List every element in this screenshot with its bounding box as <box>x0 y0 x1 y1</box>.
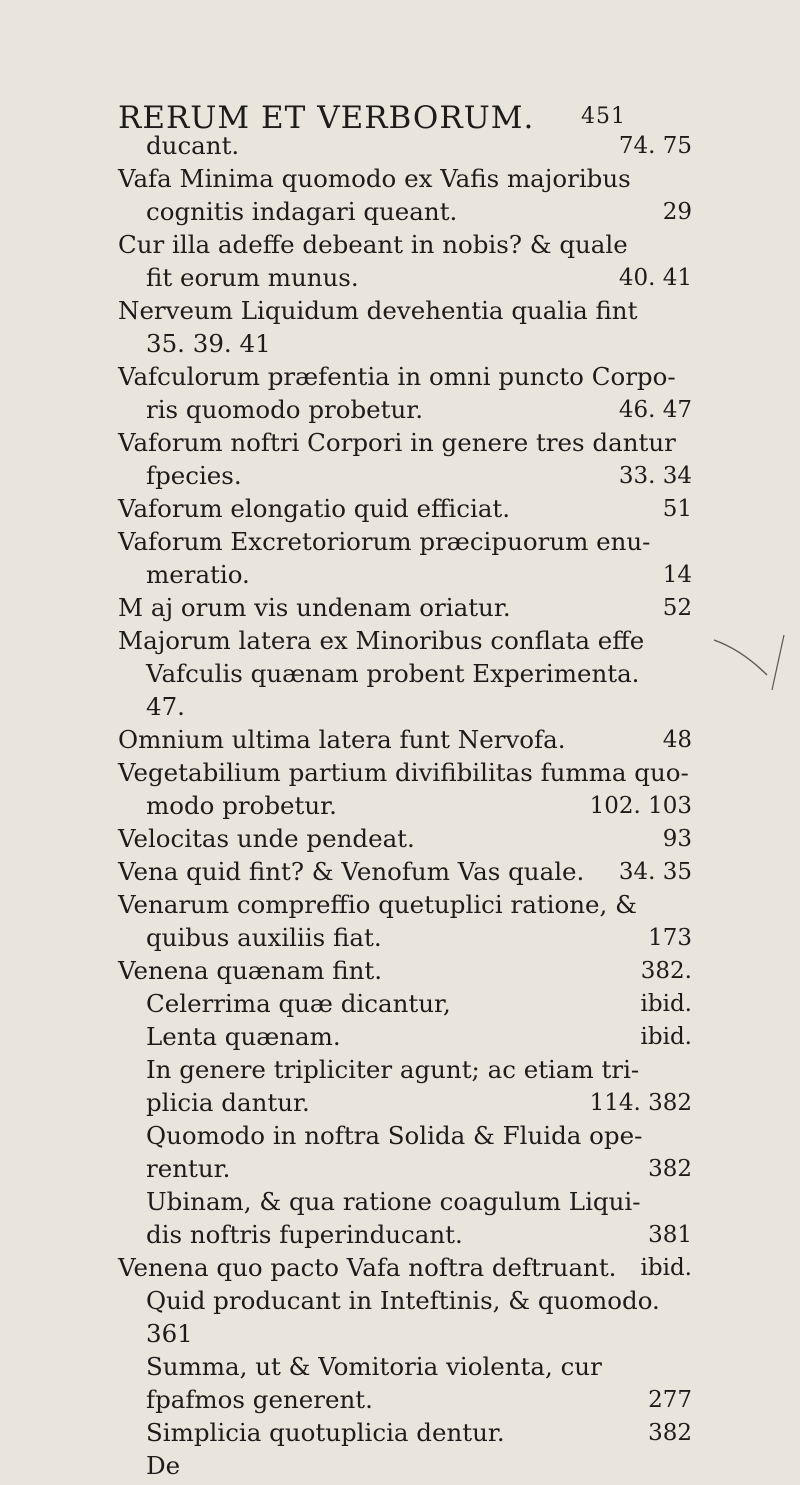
index-line <box>0 986 800 1022</box>
index-entry-page-ref: ibid. <box>640 1255 692 1281</box>
index-line <box>0 1019 800 1055</box>
index-entry-text: Velocitas unde pendeat. <box>118 824 415 853</box>
index-line <box>0 524 800 560</box>
index-line <box>0 887 800 923</box>
index-line <box>0 1085 800 1121</box>
index-entry-page-ref: 382 <box>648 1420 692 1446</box>
index-entry-page-ref: ibid. <box>640 1024 692 1050</box>
header-title: RERUM ET VERBORUM. <box>118 100 535 136</box>
index-entry-text: meratio. <box>146 560 250 589</box>
index-entry-page-ref: 93 <box>662 826 692 852</box>
index-line <box>0 1316 800 1352</box>
index-line <box>0 1151 800 1187</box>
index-entry-page-ref: 382 <box>648 1156 692 1182</box>
index-entry-page-ref: 51 <box>662 496 692 522</box>
index-entry-text: quibus auxiliis fiat. <box>146 923 382 952</box>
index-entry-text: In genere tripliciter agunt; ac etiam tri- <box>146 1055 640 1084</box>
index-entry-page-ref: 102. 103 <box>589 793 692 819</box>
index-entry-text: Celerrima quæ dicantur, <box>146 989 451 1018</box>
index-entry-page-ref: 52 <box>662 595 692 621</box>
index-line <box>0 590 800 626</box>
index-entry-text: Omnium ultima latera funt Nervofa. <box>118 725 566 754</box>
index-entry-text: Venarum compreffio quetuplici ratione, & <box>118 890 637 919</box>
page-number: 451 <box>581 104 626 129</box>
index-entry-text: plicia dantur. <box>146 1088 310 1117</box>
index-entry-text: Quid producant in Inteftinis, & quomodo. <box>146 1286 660 1315</box>
index-entry-page-ref: ibid. <box>640 991 692 1017</box>
index-entry-page-ref: 46. 47 <box>618 397 692 423</box>
index-line <box>0 1415 800 1451</box>
index-line <box>0 1448 800 1484</box>
index-entry-text: fit eorum munus. <box>146 263 359 292</box>
index-entry-page-ref: 34. 35 <box>618 859 692 885</box>
index-entry-page-ref: 14 <box>662 562 692 588</box>
index-line <box>0 1217 800 1253</box>
index-entry-text: 361 <box>146 1319 193 1348</box>
index-entry-text: Vaforum Excretoriorum præcipuorum enu- <box>118 527 651 556</box>
index-entry-text: Vafculis quænam probent Experimenta. <box>146 659 640 688</box>
index-line <box>0 623 800 659</box>
index-entry-page-ref: 33. 34 <box>618 463 692 489</box>
index-entry-text: Venena quo pacto Vafa noftra deftruant. <box>118 1253 617 1282</box>
index-entry-text: dis noftris fuperinducant. <box>146 1220 463 1249</box>
index-entry-page-ref: 74. 75 <box>618 133 692 159</box>
index-entry-page-ref: 40. 41 <box>618 265 692 291</box>
index-entry-text: Cur illa adeffe debeant in nobis? & quale <box>118 230 628 259</box>
index-line <box>0 1250 800 1286</box>
index-entry-text: fpafmos generent. <box>146 1385 373 1414</box>
index-line <box>0 722 800 758</box>
index-line <box>0 920 800 956</box>
index-entry-page-ref: 29 <box>662 199 692 225</box>
index-line <box>0 128 800 164</box>
index-entry-text: M aj orum vis undenam oriatur. <box>118 593 511 622</box>
index-line <box>0 854 800 890</box>
index-entry-page-ref: 381 <box>648 1222 692 1248</box>
index-entry-text: Quomodo in noftra Solida & Fluida ope- <box>146 1121 643 1150</box>
index-entry-text: Summa, ut & Vomitoria violenta, cur <box>146 1352 602 1381</box>
index-entry-text: Vaforum elongatio quid efficiat. <box>118 494 511 523</box>
index-entry-page-ref: 173 <box>648 925 692 951</box>
index-line <box>0 326 800 362</box>
margin-mark-icon <box>712 630 792 720</box>
index-entry-text: 47. <box>146 692 185 721</box>
index-entry-text: ris quomodo probetur. <box>146 395 424 424</box>
index-entry-text: rentur. <box>146 1154 231 1183</box>
index-line <box>0 689 800 725</box>
index-entry-text: Lenta quænam. <box>146 1022 341 1051</box>
index-entry-text: modo probetur. <box>146 791 337 820</box>
index-line <box>0 1052 800 1088</box>
index-line <box>0 1283 800 1319</box>
index-entry-text: Vaforum noftri Corpori in genere tres dantur <box>118 428 676 457</box>
index-entry-text: fpecies. <box>146 461 242 490</box>
index-line <box>0 392 800 428</box>
index-entry-page-ref: 277 <box>648 1387 692 1413</box>
index-line <box>0 1349 800 1385</box>
index-line <box>0 293 800 329</box>
index-entry-page-ref: 114. 382 <box>589 1090 692 1116</box>
index-entry-text: Vegetabilium partium divifibilitas fumma quo- <box>118 758 689 787</box>
index-line <box>0 491 800 527</box>
index-entry-text: Vena quid fint? & Venofum Vas quale. <box>118 857 585 886</box>
index-entry-text: Simplicia quotuplicia dentur. <box>146 1418 505 1447</box>
index-line <box>0 953 800 989</box>
index-entry-text: Nerveum Liquidum devehentia qualia fint <box>118 296 638 325</box>
index-entry-text: 35. 39. 41 <box>146 329 271 358</box>
index-line <box>0 425 800 461</box>
index-line <box>0 755 800 791</box>
index-line <box>0 557 800 593</box>
index-entry-text: Vafa Minima quomodo ex Vafis majoribus <box>118 164 631 193</box>
index-entry-text: Venena quænam fint. <box>118 956 383 985</box>
index-entry-text: Majorum latera ex Minoribus conflata effe <box>118 626 645 655</box>
index-entry-text: De <box>146 1451 181 1480</box>
index-entry-page-ref: 382. <box>640 958 692 984</box>
index-line <box>0 359 800 395</box>
index-line <box>0 1118 800 1154</box>
index-line <box>0 161 800 197</box>
index-line <box>0 194 800 230</box>
index-line <box>0 227 800 263</box>
index-line <box>0 1382 800 1418</box>
index-line <box>0 656 800 692</box>
index-line <box>0 1184 800 1220</box>
index-entry-text: Ubinam, & qua ratione coagulum Liqui- <box>146 1187 641 1216</box>
index-line <box>0 788 800 824</box>
index-line <box>0 458 800 494</box>
index-entry-text: Vafculorum præfentia in omni puncto Corpo- <box>118 362 676 391</box>
index-line <box>0 260 800 296</box>
index-line <box>0 821 800 857</box>
index-entry-text: cognitis indagari queant. <box>146 197 458 226</box>
index-entry-page-ref: 48 <box>662 727 692 753</box>
index-entry-text: ducant. <box>146 131 240 160</box>
